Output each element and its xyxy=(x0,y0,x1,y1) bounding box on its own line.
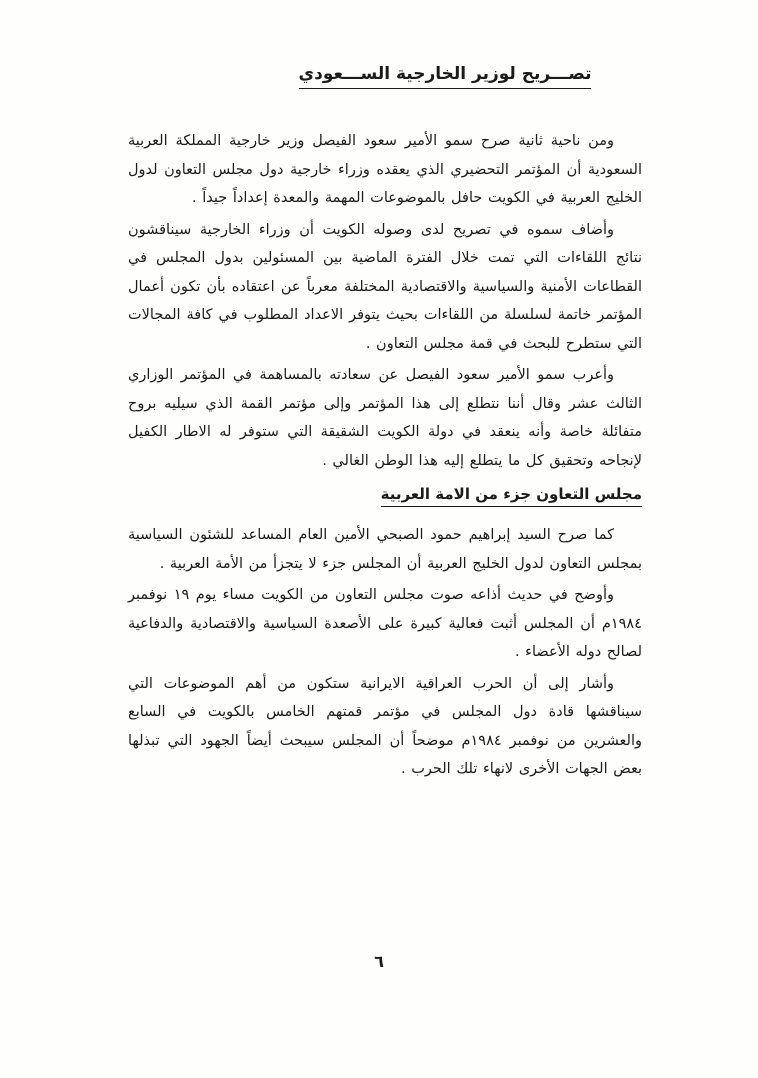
paragraph-2: وأضاف سموه في تصريح لدى وصوله الكويت أن وزراء الخارجية سيناقشون نتائج اللقاءات التي تمت خلال الفترة الماضية بين المسئولين بدول المجلس في القطاعات الأمنية والسياسية والاقتصادية المختلفة معرباً عن اعتقاده بأن تكون أعمال المؤتمر خاتمة لسلسلة من اللقاءات بحيث يتوفر الاعداد المطلوب في كافة المجالات التي ستطرح للبحث في قمة مجلس التعاون . xyxy=(128,221,642,352)
paragraph-5: وأوضح في حديث أذاعه صوت مجلس التعاون من الكويت مساء يوم ١٩ نوفمبر ١٩٨٤م أن المجلس أثبت فعالية كبيرة على الأصعدة السياسية والاقتصادية والدفاعية لصالح دوله الأعضاء . xyxy=(128,587,642,660)
paragraph-1: ومن ناحية ثانية صرح سمو الأمير سعود الفيصل وزير خارجية المملكة العربية السعودية أن المؤتمر التحضيري الذي يعقده وزراء خارجية دول مجلس التعاون لدول الخليج العربية في الكويت حافل بالموضوعات المهمة والمعدة إعداداً جيداً . xyxy=(128,133,642,206)
paragraph-4: كما صرح السيد إبراهيم حمود الصبحي الأمين العام المساعد للشئون السياسية بمجلس التعاون لدول الخليج العربية أن المجلس جزء لا يتجزأ من الأمة العربية . xyxy=(128,527,642,572)
page-title: تصـــريح لوزير الخارجية الســـعودي xyxy=(299,64,592,89)
paragraph-3: وأعرب سمو الأمير سعود الفيصل عن سعادته بالمساهمة في المؤتمر الوزاري الثالث عشر وقال أننا نتطلع إلى هذا المؤتمر وإلى مؤتمر القمة الذي سيليه بروح متفائلة خاصة وأنه ينعقد في دولة الكويت الشقيقة التي ستوفر له الاطار الكفيل لإنجاحه وتحقيق كل ما يتطلع إليه هذا الوطن الغالي . xyxy=(128,367,642,469)
section-heading: مجلس التعاون جزء من الامة العربية xyxy=(381,485,642,507)
page-number: ٦ xyxy=(374,952,384,971)
document-content xyxy=(128,64,642,787)
paragraph-6: وأشار إلى أن الحرب العراقية الايرانية ستكون من أهم الموضوعات التي سيناقشها قادة دول المجلس في مؤتمر قمتهم الخامس بالكويت في السابع والعشرين من نوفمبر ١٩٨٤م موضحاً أن المجلس سيبحث أيضاً الجهود التي تبذلها بعض الجهات الأخرى لانهاء تلك الحرب . xyxy=(128,675,642,777)
